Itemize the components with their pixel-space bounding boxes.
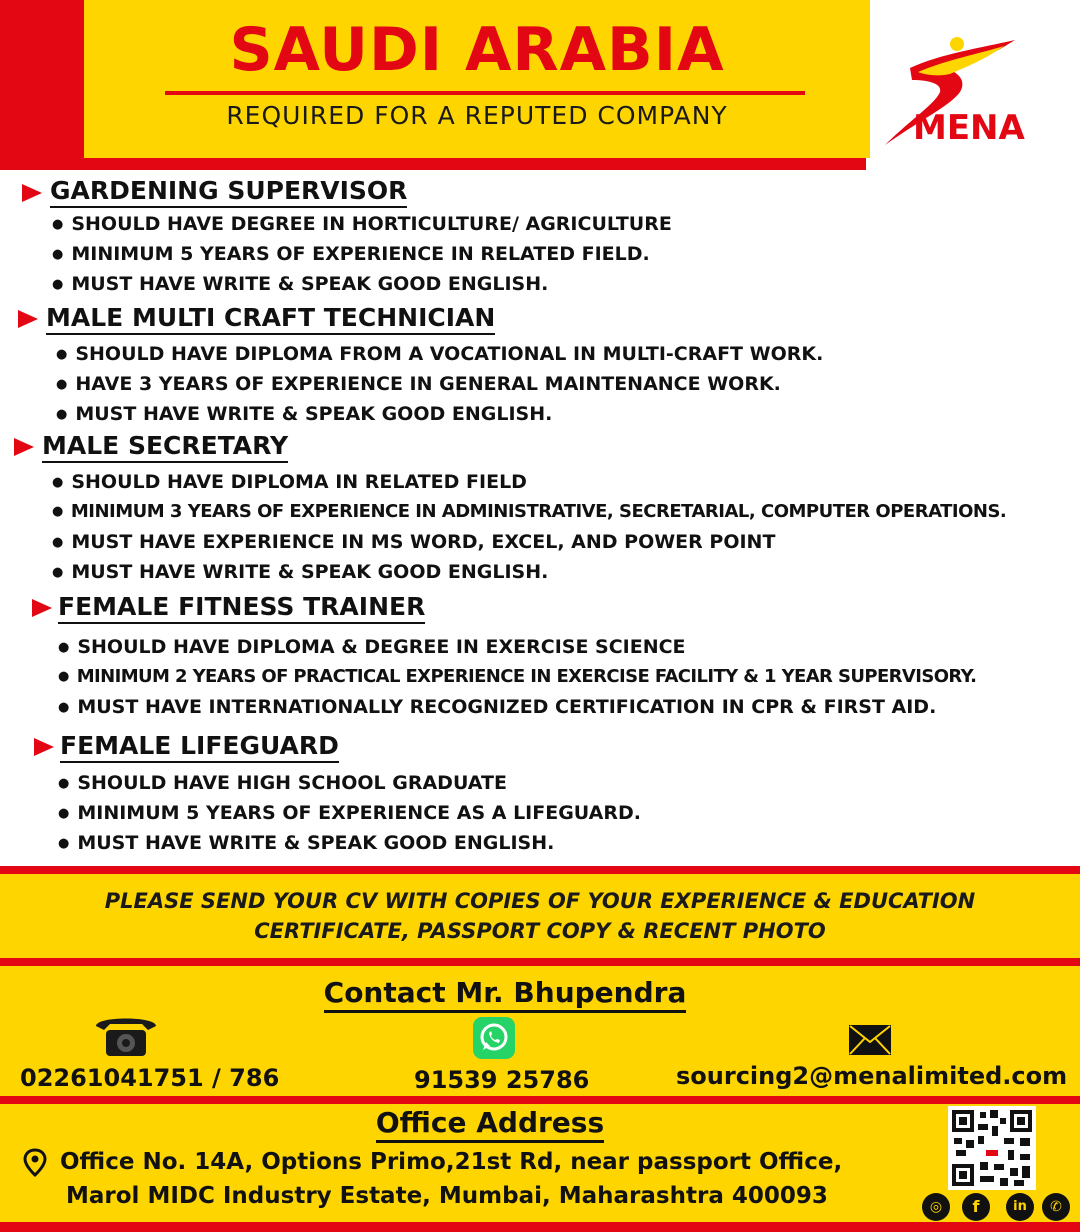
telephone-icon [92,1012,160,1058]
job-title-gardening-supervisor: GARDENING SUPERVISOR [50,176,407,208]
qr-code-icon[interactable] [948,1106,1036,1190]
contact-title-text: Contact Mr. Bhupendra [324,976,687,1013]
footer-red-strip [0,1222,1080,1232]
job-requirement: ● MUST HAVE WRITE & SPEAK GOOD ENGLISH. [56,402,552,429]
mena-logo-text: MENA [913,108,1025,148]
title-underline [165,91,805,95]
office-title [0,1106,980,1139]
divider-red [0,1096,1080,1104]
divider-red [0,958,1080,966]
job-requirement: ● MUST HAVE WRITE & SPEAK GOOD ENGLISH. [58,831,554,858]
arrow-icon [22,184,42,202]
arrow-icon [34,738,54,756]
whatsapp-icon [473,1017,515,1059]
job-requirement: ● MUST HAVE INTERNATIONALLY RECOGNIZED CERTIFICATION IN CPR & FIRST AID. [58,695,936,722]
job-title-female-fitness-trainer: FEMALE FITNESS TRAINER [58,592,425,624]
job-title-multi-craft-technician: MALE MULTI CRAFT TECHNICIAN [46,303,495,335]
office-title-text: Office Address [376,1106,604,1143]
divider-red [0,866,1080,874]
job-title-male-secretary: MALE SECRETARY [42,431,288,463]
whatsapp-number[interactable]: 91539 25786 [414,1066,590,1094]
header-red-block [0,0,84,160]
job-requirement: ● MINIMUM 2 YEARS OF PRACTICAL EXPERIENCE IN EXERCISE FACILITY & 1 YEAR SUPERVISORY. [58,665,976,691]
office-address-line2: Marol MIDC Industry Estate, Mumbai, Maharashtra 400093 [66,1183,828,1209]
whatsapp-social-icon[interactable]: ✆ [1042,1193,1070,1221]
page-subtitle: REQUIRED FOR A REPUTED COMPANY [226,101,728,130]
linkedin-icon[interactable]: in [1006,1193,1034,1221]
instagram-icon[interactable]: ◎ [922,1193,950,1221]
page-title: SAUDI ARABIA [229,15,725,85]
job-requirement: ● SHOULD HAVE DEGREE IN HORTICULTURE/ AGRICULTURE [52,212,672,239]
header-red-strip [0,158,866,170]
contact-title [0,976,1010,1009]
job-requirement: ● MUST HAVE WRITE & SPEAK GOOD ENGLISH. [52,560,548,587]
job-requirement: ● HAVE 3 YEARS OF EXPERIENCE IN GENERAL MAINTENANCE WORK. [56,372,781,399]
job-requirement: ● SHOULD HAVE DIPLOMA FROM A VOCATIONAL IN MULTI-CRAFT WORK. [56,342,823,369]
job-requirement: ● MUST HAVE EXPERIENCE IN MS WORD, EXCEL, AND POWER POINT [52,530,775,557]
arrow-icon [14,438,34,456]
email-icon [848,1024,892,1056]
job-requirement: ● SHOULD HAVE HIGH SCHOOL GRADUATE [58,771,507,798]
office-address-line1: Office No. 14A, Options Primo,21st Rd, near passport Office, [60,1149,843,1175]
location-pin-icon [22,1148,48,1178]
cv-instructions-line2: CERTIFICATE, PASSPORT COPY & RECENT PHOTO [254,919,826,943]
job-requirement: ● SHOULD HAVE DIPLOMA IN RELATED FIELD [52,470,527,497]
arrow-icon [18,310,38,328]
job-requirement: ● SHOULD HAVE DIPLOMA & DEGREE IN EXERCISE SCIENCE [58,635,686,662]
job-requirement: ● MINIMUM 3 YEARS OF EXPERIENCE IN ADMINISTRATIVE, SECRETARIAL, COMPUTER OPERATIONS. [52,500,1006,526]
phone-number[interactable]: 02261041751 / 786 [20,1064,280,1092]
job-title-female-lifeguard: FEMALE LIFEGUARD [60,731,339,763]
job-requirement: ● MINIMUM 5 YEARS OF EXPERIENCE AS A LIFEGUARD. [58,801,641,828]
email-address[interactable]: sourcing2@menalimited.com [676,1062,1068,1090]
job-requirement: ● MINIMUM 5 YEARS OF EXPERIENCE IN RELATED FIELD. [52,242,650,269]
job-requirement: ● MUST HAVE WRITE & SPEAK GOOD ENGLISH. [52,272,548,299]
arrow-icon [32,599,52,617]
cv-instructions-line1: PLEASE SEND YOUR CV WITH COPIES OF YOUR EXPERIENCE & EDUCATION [104,889,976,913]
facebook-icon[interactable]: f [962,1193,990,1221]
